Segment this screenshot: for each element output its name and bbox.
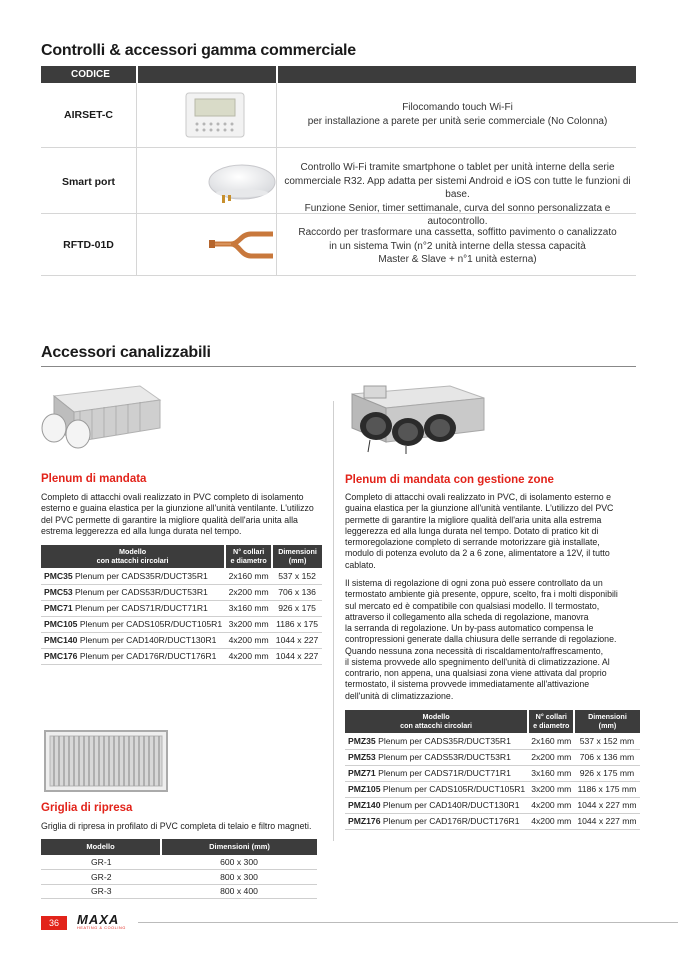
controls-table-header — [41, 66, 636, 83]
zone-plenum-spec-table — [345, 710, 640, 830]
table-row: PMZ176 Plenum per CAD176R/DUCT176R1 4x200 mm 1044 x 227 mm — [345, 813, 640, 829]
zone-plenum-description-2: Il sistema di regolazione di ogni zona può essere controllato da un termostato ambiente già presente, oppure, scelto, fra i molti disponibili sul mercato ed è compatibile con qualsiasi modello. Il termostato, attraverso il collegamento alla scheda di regolazione, manovra la serranda di regolazione. Un by-pass automatico compensa le contropressioni generate dalla chiusura delle serrande di regolazione. Quando nessuna zona necessità di riscaldamento/raffrescamento, il sistema provvede allo spegnimento dell'unità di climatizzazione. Al contrario, non appena, una qualsiasi zona viene attivata dal proprio termostato, il sistema provvede immediatamente all'attivazione dell'unità di climatizzazione. — [345, 578, 618, 701]
table-row: PMZ140 Plenum per CAD140R/DUCT130R1 4x200 mm 1044 x 227 mm — [345, 797, 640, 813]
table-row: PMZ35 Plenum per CADS35R/DUCT35R1 2x160 mm 537 x 152 mm — [345, 733, 640, 749]
product-description: Controllo Wi-Fi tramite smartphone o tablet per unità interne della serie commerciale R32. App adatta per sistemi Android e iOS con tutte le funzioni di base. Funzione Senior, timer settimanale, curva del sonno personalizzata e autocontrollo. — [284, 162, 631, 227]
table-row: PMC53 Plenum per CADS53R/DUCT53R1 2x200 mm 706 x 136 — [41, 584, 322, 600]
product-code: AIRSET-C — [63, 109, 113, 121]
zone-plenum-title: Plenum di mandata con gestione zone — [345, 474, 554, 486]
product-row-rftd — [41, 214, 636, 276]
col-dims: Dimensioni (mm) — [574, 710, 639, 733]
col-model: Modello con attacchi circolari — [345, 710, 528, 733]
table-row: PMZ71 Plenum per CADS71R/DUCT71R1 3x160 mm 926 x 175 mm — [345, 765, 640, 781]
table-row: PMZ53 Plenum per CADS53R/DUCT53R1 2x200 mm 706 x 136 mm — [345, 749, 640, 765]
header-code: CODICE — [71, 69, 110, 80]
header-separator — [276, 66, 278, 83]
table-row: PMC105 Plenum per CADS105R/DUCT105R1 3x200 mm 1186 x 175 — [41, 616, 322, 632]
table-row: PMC71 Plenum per CADS71R/DUCT71R1 3x160 mm 926 x 175 — [41, 600, 322, 616]
table-row: PMC176 Plenum per CAD176R/DUCT176R1 4x200 mm 1044 x 227 — [41, 648, 322, 664]
plenum-title: Plenum di mandata — [41, 473, 147, 485]
table-row: GR-2 800 x 300 — [41, 870, 317, 885]
product-row-airset — [41, 83, 636, 148]
grille-description: Griglia di ripresa in profilato di PVC completa di telaio e filtro magneti. — [41, 821, 312, 831]
grille-title: Griglia di ripresa — [41, 802, 133, 814]
col-collars: N° collari e diametro — [528, 710, 574, 733]
zone-plenum-image — [346, 384, 491, 456]
product-code: RFTD-01D — [63, 239, 114, 251]
plenum-image — [40, 382, 162, 450]
footer-rule — [138, 922, 678, 923]
table-row: GR-3 800 x 400 — [41, 884, 317, 899]
return-grille-image — [44, 730, 168, 792]
grille-spec-table — [41, 839, 317, 899]
product-row-smartport — [41, 148, 636, 227]
maxa-logo: MAXA HEATING & COOLING — [77, 912, 126, 930]
section-title-duct-accessories: Accessori canalizzabili — [41, 344, 211, 361]
header-separator — [136, 66, 138, 83]
twin-branch-pipe-image — [207, 228, 277, 264]
col-dims: Dimensioni (mm) — [161, 839, 317, 855]
table-row: GR-1 600 x 300 — [41, 855, 317, 870]
wall-controller-image — [185, 92, 245, 138]
col-dims: Dimensioni (mm) — [272, 545, 322, 568]
column-divider — [333, 401, 334, 841]
product-description: Raccordo per trasformare una cassetta, soffitto pavimento o canalizzato in un sistema Twin (n°2 unità interne della stessa capacità Master & Slave + n°1 unità esterna) — [298, 227, 617, 265]
product-code: Smart port — [61, 176, 116, 188]
section-title-controls: Controlli & accessori gamma commerciale — [41, 42, 356, 59]
smart-port-dongle-image — [206, 162, 276, 204]
table-row: PMC35 Plenum per CADS35R/DUCT35R1 2x160 mm 537 x 152 — [41, 568, 322, 584]
plenum-spec-table — [41, 545, 322, 665]
plenum-description: Completo di attacchi ovali realizzato in PVC completo di isolamento esterno e guaina elastica per la giunzione all'unità ventilante. L'utilizzo del PVC permette di garantire la migliore qualità dell'aria unita alla estrema leggerezza ed alla lunga durata nel tempo. — [41, 492, 314, 536]
section-rule — [41, 366, 636, 367]
table-row: PMC140 Plenum per CAD140R/DUCT130R1 4x200 mm 1044 x 227 — [41, 632, 322, 648]
page-number: 36 — [41, 916, 67, 930]
product-description: Filocomando touch Wi-Fi per installazione a parete per unità serie commerciale (No Colonna) — [307, 102, 608, 127]
zone-plenum-description-1: Completo di attacchi ovali realizzato in PVC, di isolamento esterno e guaina elastica per la giunzione all'unità ventilante. L'utilizzo del PVC permette di garantire la migliore qualità dell'aria unita alla estrema leggerezza ed alla lunga durata nel tempo. Dotato di pratico kit di termoregolazione completo di serrande motorizzare già installate, modulo di potenza evoluto da 2 a 6 zone, alimentatore a 12V, il tutto cablato. — [345, 492, 614, 570]
col-collars: N° collari e diametro — [225, 545, 272, 568]
col-model: Modello con attacchi circolari — [41, 545, 225, 568]
table-row: PMZ105 Plenum per CADS105R/DUCT105R1 3x200 mm 1186 x 175 mm — [345, 781, 640, 797]
col-model: Modello — [41, 839, 161, 855]
